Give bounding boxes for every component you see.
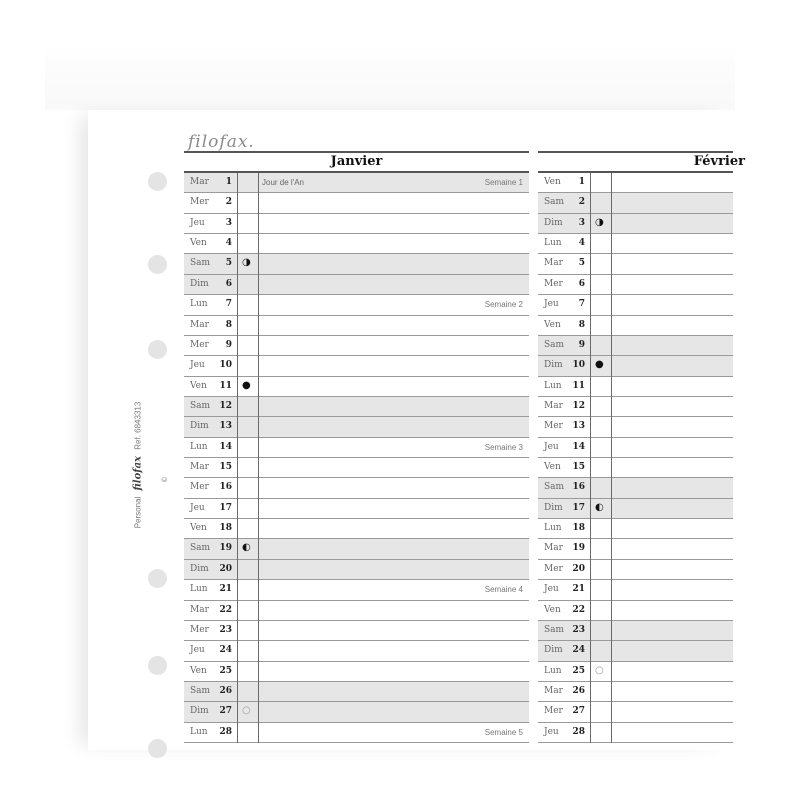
day-number: 21	[572, 584, 585, 595]
day-number: 3	[225, 217, 232, 228]
day-row[interactable]	[538, 377, 733, 397]
day-row[interactable]	[538, 601, 733, 621]
day-row[interactable]	[184, 621, 529, 641]
day-number: 25	[572, 665, 585, 676]
first-quarter-moon-icon: ◑	[242, 257, 251, 269]
column-divider	[590, 173, 591, 743]
day-number: 8	[578, 319, 585, 330]
day-of-week: Mer	[190, 339, 209, 350]
day-number: 27	[219, 706, 232, 717]
day-number: 5	[225, 258, 232, 269]
day-row[interactable]	[538, 417, 733, 437]
day-number: 25	[219, 665, 232, 676]
first-quarter-moon-icon: ◑	[595, 216, 604, 228]
day-row[interactable]	[184, 295, 529, 315]
day-number: 20	[219, 563, 232, 574]
day-number: 10	[572, 360, 585, 371]
day-number: 6	[225, 278, 232, 289]
day-of-week: Ven	[190, 380, 207, 391]
day-row[interactable]	[538, 438, 733, 458]
month-title: Janvier	[330, 154, 383, 169]
day-row[interactable]	[184, 356, 529, 376]
day-list	[538, 173, 733, 743]
day-of-week: Dim	[544, 217, 563, 228]
week-label: Semaine 1	[484, 178, 523, 187]
day-number: 18	[219, 523, 232, 534]
day-row[interactable]	[184, 397, 529, 417]
binder-hole	[148, 569, 167, 588]
day-of-week: Ven	[544, 319, 561, 330]
day-row[interactable]	[184, 377, 529, 397]
day-of-week: Mar	[544, 258, 563, 269]
day-row[interactable]	[538, 662, 733, 682]
day-of-week: Lun	[544, 380, 562, 391]
day-row[interactable]	[538, 173, 733, 193]
day-of-week: Sam	[544, 339, 565, 350]
day-number: 1	[578, 177, 585, 187]
full-moon-icon: ○	[242, 705, 251, 717]
day-number: 9	[225, 339, 232, 350]
day-of-week: Mer	[544, 278, 563, 289]
day-row[interactable]	[184, 723, 529, 743]
day-of-week: Jeu	[190, 645, 205, 656]
day-number: 18	[572, 523, 585, 534]
day-row[interactable]	[538, 193, 733, 213]
day-row[interactable]	[184, 438, 529, 458]
day-number: 22	[219, 604, 232, 615]
day-of-week: Sam	[190, 258, 211, 269]
column-divider	[611, 173, 612, 743]
day-of-week: Jeu	[544, 299, 559, 310]
day-row[interactable]	[538, 458, 733, 478]
day-number: 22	[572, 604, 585, 615]
background-watermark	[45, 45, 735, 110]
day-row[interactable]	[184, 275, 529, 295]
day-number: 17	[219, 502, 232, 513]
day-number: 9	[578, 339, 585, 350]
day-number: 1	[225, 177, 232, 187]
day-of-week: Ven	[544, 462, 561, 473]
day-row[interactable]	[184, 336, 529, 356]
day-row[interactable]	[538, 316, 733, 336]
day-of-week: Dim	[544, 502, 563, 513]
day-number: 19	[219, 543, 232, 554]
week-label: Semaine 2	[484, 300, 523, 310]
day-of-week: Sam	[190, 400, 211, 411]
day-row[interactable]	[538, 702, 733, 722]
day-number: 12	[572, 400, 585, 411]
day-row[interactable]	[184, 702, 529, 722]
week-label: Semaine 5	[484, 727, 523, 737]
day-of-week: Mar	[544, 685, 563, 696]
day-of-week: Sam	[190, 685, 211, 696]
day-row[interactable]	[538, 539, 733, 559]
day-row[interactable]	[184, 499, 529, 519]
day-row[interactable]	[538, 214, 733, 234]
day-number: 4	[225, 238, 232, 249]
day-of-week: Lun	[190, 441, 208, 452]
day-of-week: Dim	[544, 360, 563, 371]
day-of-week: Dim	[190, 278, 209, 289]
day-of-week: Mar	[190, 604, 209, 615]
holiday-note: Jour de l'An	[262, 178, 304, 187]
last-quarter-moon-icon: ◐	[595, 501, 604, 513]
day-row[interactable]	[538, 621, 733, 641]
day-number: 28	[572, 726, 585, 737]
day-row[interactable]	[538, 478, 733, 498]
margin-size-label: Personal	[133, 496, 143, 529]
day-number: 14	[572, 441, 585, 452]
day-number: 11	[572, 380, 585, 391]
week-label: Semaine 3	[484, 442, 523, 452]
day-row[interactable]	[184, 214, 529, 234]
day-of-week: Ven	[544, 177, 561, 187]
day-of-week: Mar	[190, 462, 209, 473]
new-moon-icon: ●	[595, 359, 604, 371]
day-number: 15	[219, 462, 232, 473]
day-row[interactable]	[538, 723, 733, 743]
day-of-week: Jeu	[190, 502, 205, 513]
day-row[interactable]	[538, 275, 733, 295]
day-row[interactable]	[184, 580, 529, 600]
copyright-mark: ©	[162, 476, 170, 483]
filofax-logo: filofax.	[188, 132, 255, 152]
day-row[interactable]	[184, 193, 529, 213]
day-row[interactable]	[184, 641, 529, 661]
day-row[interactable]	[184, 601, 529, 621]
new-moon-icon: ●	[242, 379, 251, 391]
column-divider	[237, 173, 238, 743]
day-number: 7	[578, 299, 585, 310]
binder-hole	[148, 172, 167, 191]
day-of-week: Jeu	[544, 726, 559, 737]
day-of-week: Ven	[544, 604, 561, 615]
day-number: 14	[219, 441, 232, 452]
day-row[interactable]	[184, 519, 529, 539]
day-number: 2	[578, 197, 585, 208]
day-of-week: Lun	[190, 726, 208, 737]
day-of-week: Mar	[544, 400, 563, 411]
day-row[interactable]	[184, 560, 529, 580]
day-row[interactable]	[538, 560, 733, 580]
day-number: 23	[572, 624, 585, 635]
day-number: 16	[572, 482, 585, 493]
day-row[interactable]	[184, 539, 529, 559]
day-number: 26	[572, 685, 585, 696]
day-of-week: Mar	[190, 177, 209, 187]
day-number: 13	[572, 421, 585, 432]
day-number: 12	[219, 400, 232, 411]
day-row[interactable]	[538, 519, 733, 539]
day-of-week: Jeu	[190, 360, 205, 371]
day-row[interactable]	[538, 580, 733, 600]
day-row[interactable]	[538, 254, 733, 274]
day-list	[184, 173, 529, 743]
day-of-week: Mer	[544, 706, 563, 717]
margin-product-info	[133, 402, 144, 529]
day-of-week: Mar	[544, 543, 563, 554]
full-moon-icon: ○	[595, 664, 604, 676]
day-row[interactable]	[184, 458, 529, 478]
day-row[interactable]	[184, 173, 529, 193]
month-title: Février	[693, 154, 745, 169]
day-of-week: Sam	[544, 624, 565, 635]
day-number: 4	[578, 238, 585, 249]
day-number: 28	[219, 726, 232, 737]
day-number: 27	[572, 706, 585, 717]
day-number: 17	[572, 502, 585, 513]
month-janvier	[184, 151, 529, 743]
last-quarter-moon-icon: ◐	[242, 542, 251, 554]
day-row[interactable]	[184, 254, 529, 274]
day-of-week: Jeu	[544, 441, 559, 452]
day-of-week: Sam	[544, 482, 565, 493]
day-of-week: Dim	[190, 421, 209, 432]
day-row[interactable]	[538, 295, 733, 315]
day-number: 13	[219, 421, 232, 432]
day-row[interactable]	[538, 336, 733, 356]
day-of-week: Lun	[544, 523, 562, 534]
day-of-week: Ven	[190, 665, 207, 676]
day-of-week: Jeu	[190, 217, 205, 228]
day-number: 26	[219, 685, 232, 696]
day-of-week: Lun	[190, 584, 208, 595]
column-divider	[258, 173, 259, 743]
binder-hole	[148, 340, 167, 359]
day-of-week: Mer	[190, 197, 209, 208]
day-row[interactable]	[184, 316, 529, 336]
day-of-week: Mer	[544, 421, 563, 432]
day-number: 3	[578, 217, 585, 228]
month-header	[538, 151, 745, 173]
day-of-week: Lun	[190, 299, 208, 310]
day-of-week: Lun	[544, 665, 562, 676]
day-number: 15	[572, 462, 585, 473]
month-header	[184, 151, 529, 173]
day-number: 2	[225, 197, 232, 208]
day-of-week: Lun	[544, 238, 562, 249]
day-row[interactable]	[538, 682, 733, 702]
day-row[interactable]	[184, 417, 529, 437]
day-number: 24	[572, 645, 585, 656]
day-of-week: Dim	[190, 563, 209, 574]
day-number: 8	[225, 319, 232, 330]
day-number: 6	[578, 278, 585, 289]
day-row[interactable]	[538, 234, 733, 254]
day-row[interactable]	[538, 397, 733, 417]
day-of-week: Mer	[190, 624, 209, 635]
day-row[interactable]	[184, 682, 529, 702]
day-row[interactable]	[184, 478, 529, 498]
margin-ref: Ref. 6843313	[133, 401, 143, 450]
day-of-week: Mer	[544, 563, 563, 574]
week-label: Semaine 4	[484, 585, 523, 595]
day-row[interactable]	[184, 234, 529, 254]
day-number: 21	[219, 584, 232, 595]
margin-brand: filofax	[132, 455, 144, 491]
day-number: 5	[578, 258, 585, 269]
day-number: 16	[219, 482, 232, 493]
day-of-week: Mar	[190, 319, 209, 330]
day-of-week: Ven	[190, 238, 207, 249]
day-number: 7	[225, 299, 232, 310]
day-row[interactable]	[538, 356, 733, 376]
day-of-week: Jeu	[544, 584, 559, 595]
day-number: 11	[219, 380, 232, 391]
day-number: 20	[572, 563, 585, 574]
day-of-week: Sam	[190, 543, 211, 554]
day-row[interactable]	[184, 662, 529, 682]
day-of-week: Sam	[544, 197, 565, 208]
day-number: 23	[219, 624, 232, 635]
day-of-week: Dim	[544, 645, 563, 656]
month-fevrier	[538, 151, 745, 743]
binder-hole	[148, 656, 167, 675]
day-number: 10	[219, 360, 232, 371]
binder-hole	[148, 255, 167, 274]
day-of-week: Mer	[190, 482, 209, 493]
day-number: 19	[572, 543, 585, 554]
day-of-week: Dim	[190, 706, 209, 717]
day-row[interactable]	[538, 499, 733, 519]
binder-hole	[148, 739, 167, 758]
day-number: 24	[219, 645, 232, 656]
day-row[interactable]	[538, 641, 733, 661]
day-of-week: Ven	[190, 523, 207, 534]
